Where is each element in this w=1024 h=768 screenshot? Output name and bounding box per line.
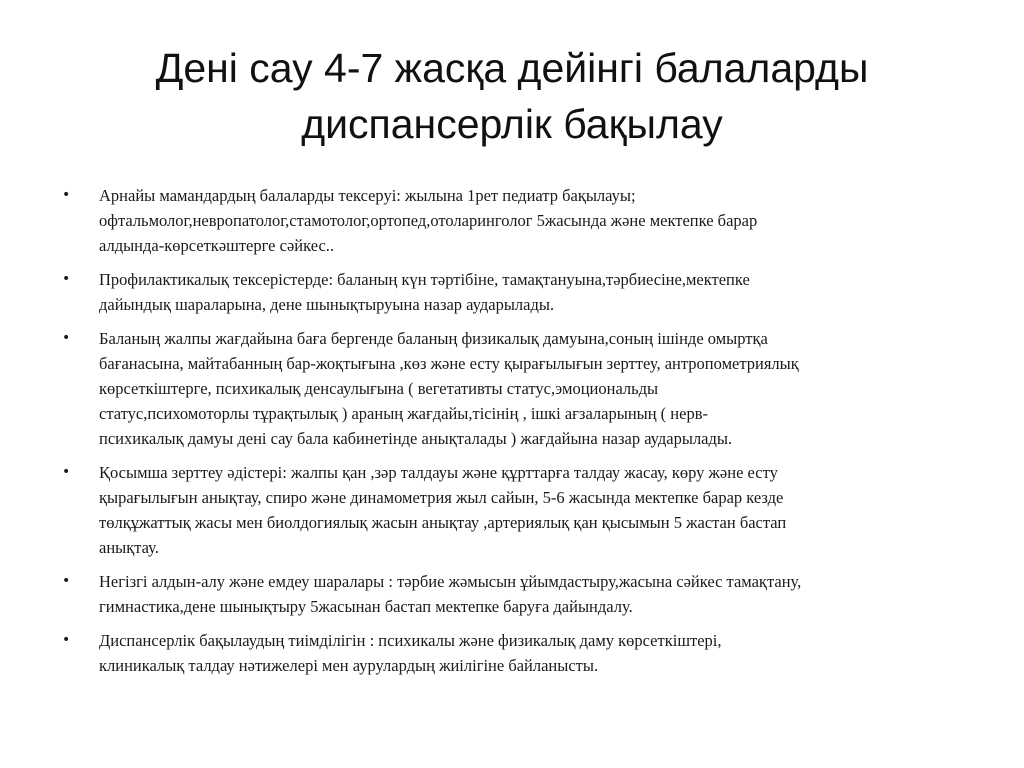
- bullet-item-1: [62, 183, 962, 258]
- bullet-text-line: көрсеткіштерге, психикалық денсаулығына ( вегетативты статус,эмоциональды: [99, 379, 659, 398]
- bullet-item-2: [62, 267, 962, 317]
- bullet-text-line: клиникалық талдау нәтижелері мен аурулардың жиілігіне байланысты.: [99, 656, 599, 675]
- bullet-item-4: [62, 460, 962, 560]
- bullet-item-6: [62, 628, 962, 678]
- bullet-text-line: Қосымша зерттеу әдістері: жалпы қан ,зәр талдауы және құрттарға талдау жасау, көру және есту: [99, 463, 778, 482]
- bullet-text-line: гимнастика,дене шынықтыру 5жасынан бастап мектепке баруға дайындалу.: [99, 597, 633, 616]
- bullet-list: [62, 183, 962, 687]
- bullet-text-line: Арнайы мамандардың балаларды тексеруі: жылына 1рет педиатр бақылауы;: [99, 186, 636, 205]
- bullet-text-line: офтальмолог,невропатолог,стамотолог,ортопед,отоларинголог 5жасында және мектепке барар: [99, 211, 758, 230]
- bullet-item-3: [62, 326, 962, 451]
- slide-title-line-1: Дені сау 4-7 жасқа дейінгі балаларды: [155, 45, 869, 91]
- bullet-text-line: алдында-көрсеткәштерге сәйкес..: [99, 236, 335, 255]
- slide-title-line-2: диспансерлік бақылау: [301, 101, 723, 147]
- bullet-text-line: Негізгі алдын-алу және емдеу шаралары : тәрбие жәмысын ұйымдастыру,жасына сәйкес тамақтану,: [99, 572, 802, 591]
- bullet-text-line: төлқұжаттық жасы мен биолдогиялық жасын анықтау ,артериялық қан қысымын 5 жастан бастап: [99, 513, 787, 532]
- bullet-dot-icon: •: [62, 187, 71, 203]
- bullet-dot-icon: •: [62, 330, 71, 346]
- bullet-text-line: Диспансерлік бақылаудың тиімділігін : психикалы және физикалық даму көрсеткіштері,: [99, 631, 722, 650]
- bullet-text-line: бағанасына, майтабанның бар-жоқтығына ,көз және есту қырағылығын зерттеу, антропометриялық: [99, 354, 799, 373]
- bullet-text-line: анықтау.: [99, 538, 159, 557]
- bullet-dot-icon: •: [62, 271, 71, 287]
- bullet-text-line: Профилактикалық тексерістерде: баланың күн тәртібіне, тамақтануына,тәрбиесіне,мектепке: [99, 270, 750, 289]
- slide-title: [40, 40, 984, 152]
- bullet-text-line: дайындық шараларына, дене шынықтыруына назар аударылады.: [99, 295, 555, 314]
- bullet-text-line: статус,психомоторлы тұрақтылық ) араның жағдайы,тісінің , ішкі ағзаларының ( нерв-: [99, 404, 708, 423]
- bullet-text-line: психикалық дамуы дені сау бала кабинетінде анықталады ) жағдайына назар аударылады.: [99, 429, 733, 448]
- bullet-text-line: Баланың жалпы жағдайына баға бергенде баланың физикалық дамуына,соның ішінде омыртқа: [99, 329, 768, 348]
- bullet-dot-icon: •: [62, 632, 71, 648]
- bullet-item-5: [62, 569, 962, 619]
- bullet-text-line: қырағылығын анықтау, спиро және динамометрия жыл сайын, 5-6 жасында мектепке барар кезде: [99, 488, 784, 507]
- bullet-dot-icon: •: [62, 573, 71, 589]
- bullet-dot-icon: •: [62, 464, 71, 480]
